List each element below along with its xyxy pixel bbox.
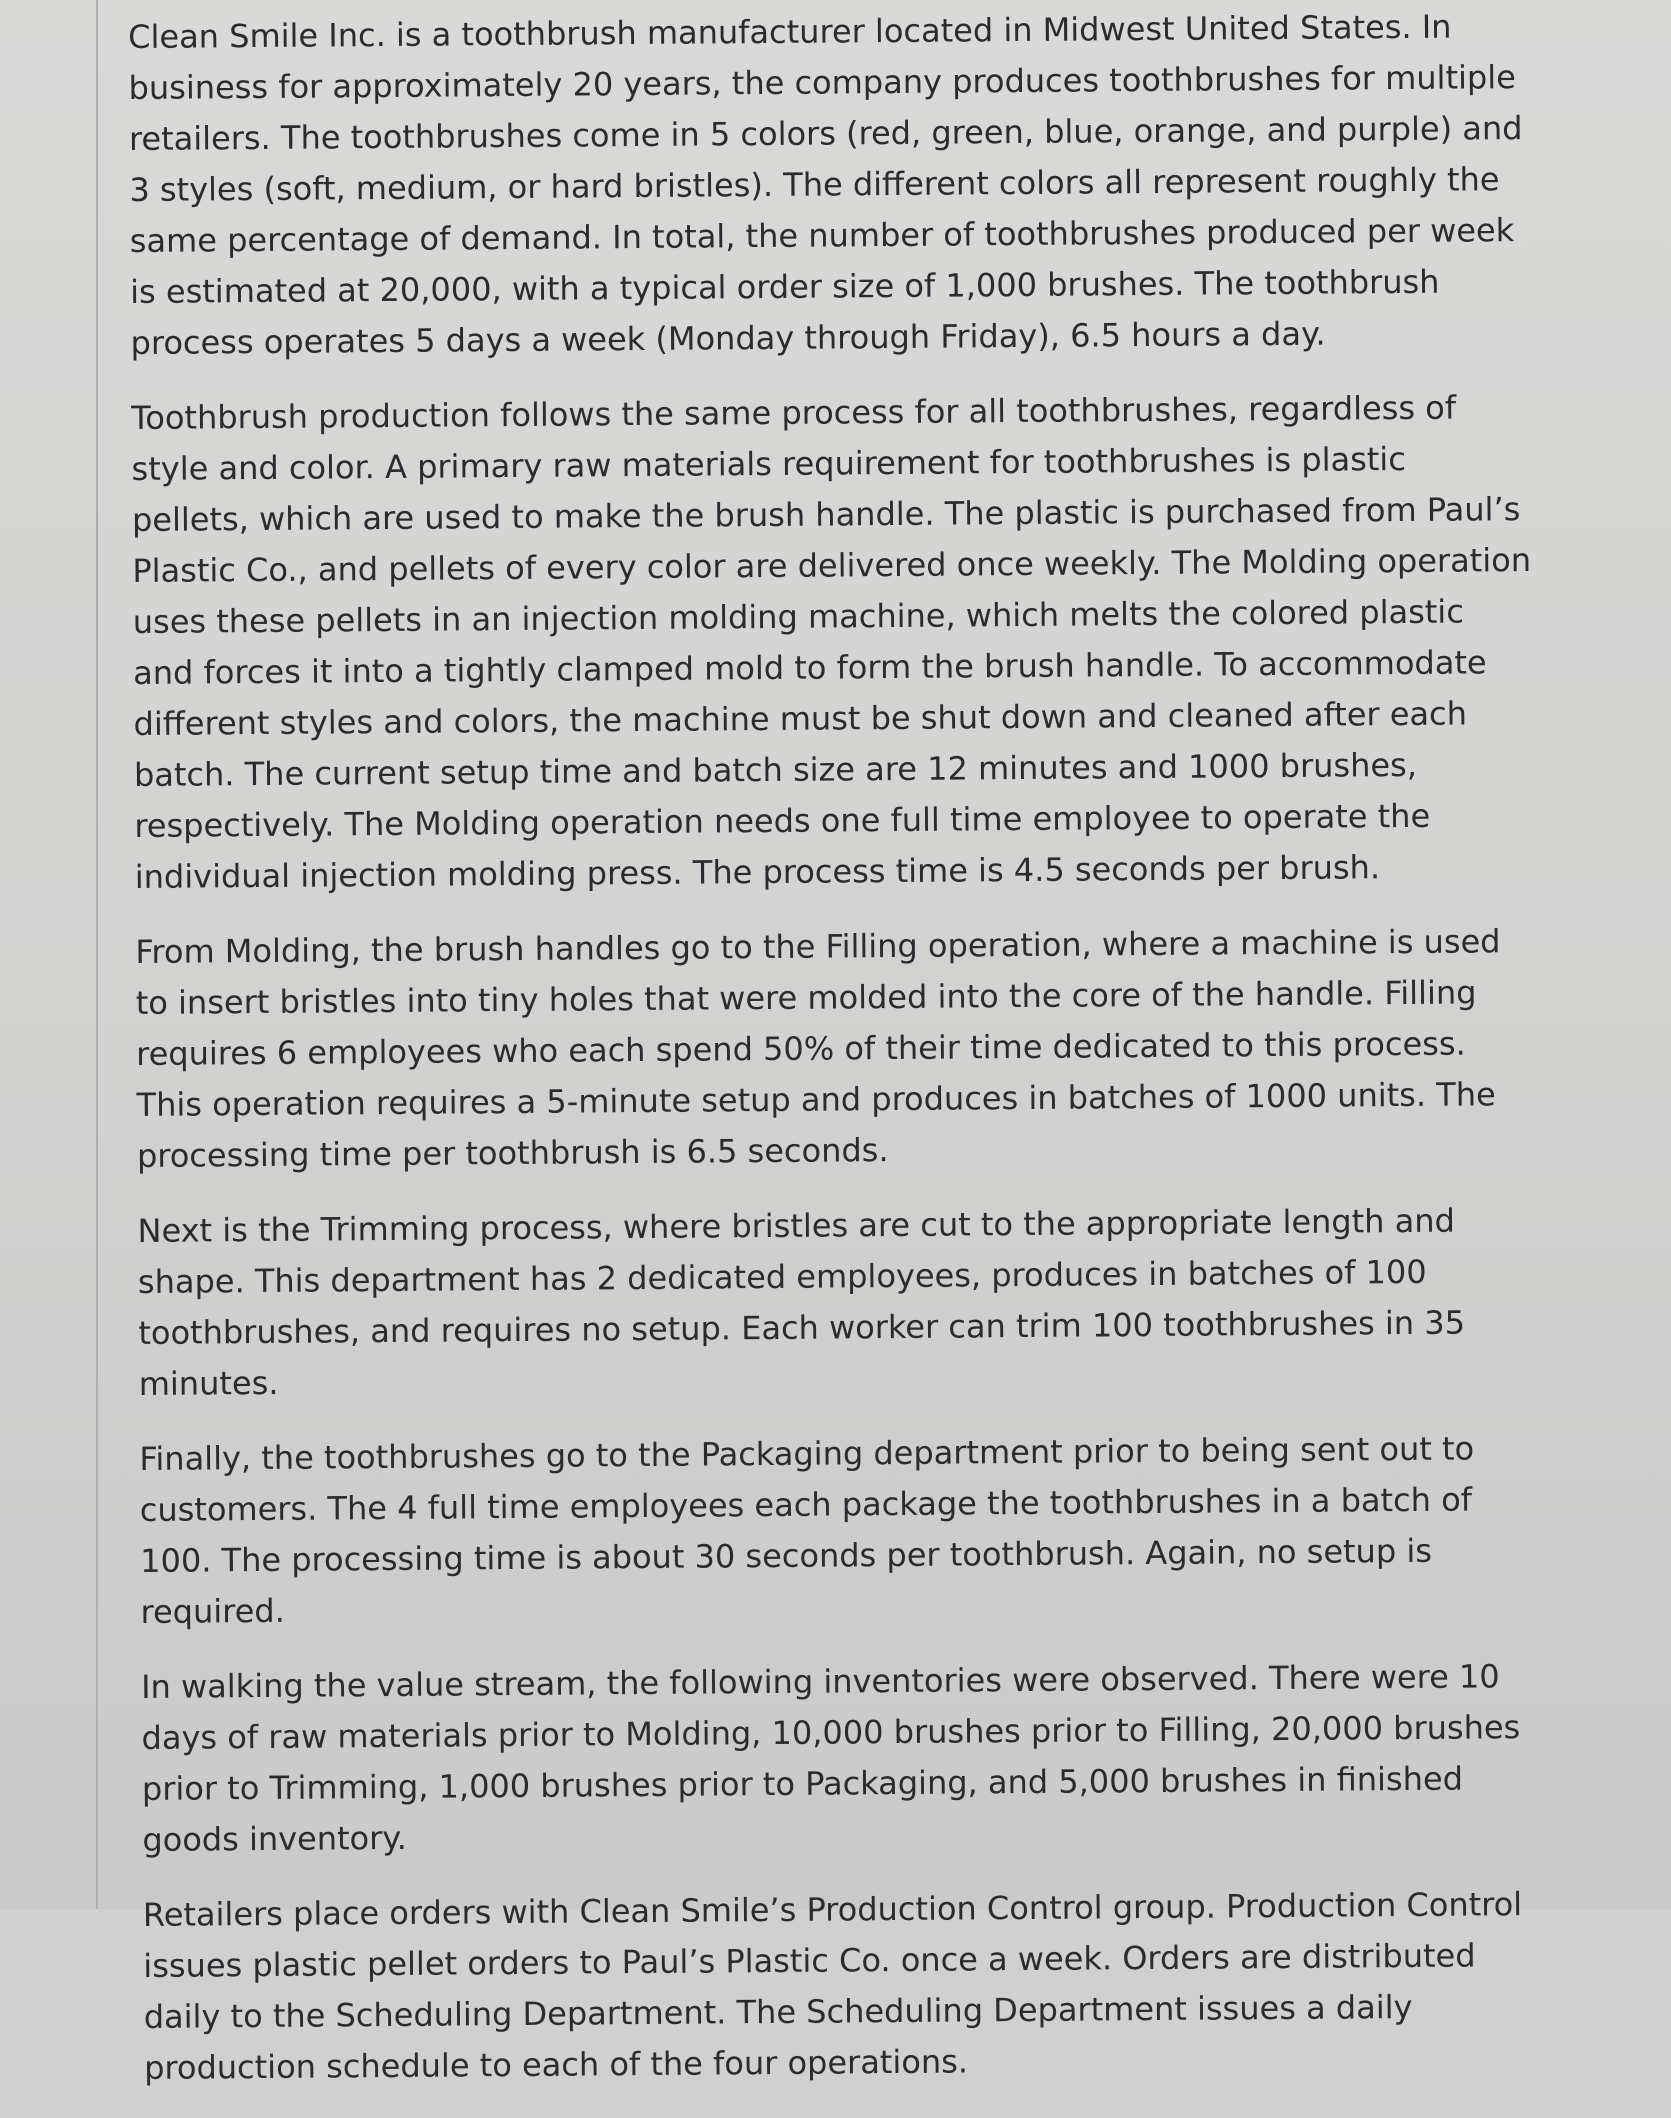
paragraph-inventory-observations: In walking the value stream, the following inventories were observed. There were 10 days of raw materials prior to Molding, 10,000 brushes prior to Filling, 20,000 brushes prior to Trimming, 1,000 brushes prior to Packaging, and 5,000 brushes in finished goods inventory. — [141, 1657, 1521, 1859]
paragraph-filling-process: From Molding, the brush handles go to the Filling operation, where a machine is used to insert bristles into tiny holes that were molded into the core of the handle. Filling requires 6 employees who each spend 50% of their time dedicated to this process. This operation requires a 5-minute setup and produces in batches of 1000 units. The processing time per toothbrush is 6.5 seconds. — [135, 922, 1501, 1175]
paragraph-packaging-process: Finally, the toothbrushes go to the Packaging department prior to being sent out to customers. The 4 full time employees each package the toothbrushes in a batch of 100. The processing time is about 30 seconds per toothbrush. Again, no setup is required. — [139, 1429, 1475, 1631]
paragraph-production-control: Retailers place orders with Clean Smile’s Production Control group. Production Control issues plastic pellet orders to Paul’s Plastic Co. once a week. Orders are distributed daily to the Scheduling Department. The Scheduling Department issues a daily production schedule to each of the four operations. — [142, 1885, 1523, 2087]
case-study-document — [128, 1, 1544, 2118]
paragraph-molding-process: Toothbrush production follows the same process for all toothbrushes, regardless of style and color. A primary raw materials requirement for toothbrushes is plastic pellets, which are used to make the brush handle. The plastic is purchased from Paul’s Plastic Co., and pellets of every color are delivered once weekly. The Molding operation uses these pellets in an injection molding machine, which melts the colored plastic and forces it into a tightly clamped mold to form the brush handle. To accommodate different styles and colors, the machine must be shut down and cleaned after each batch. The current setup time and batch size are 12 minutes and 1000 brushes, respectively. The Molding operation needs one full time employee to operate the individual injection molding press. The process time is 4.5 seconds per brush. — [131, 388, 1532, 896]
paragraph-trimming-process: Next is the Trimming process, where bristles are cut to the appropriate length and shape. This department has 2 dedicated employees, produces in batches of 100 toothbrushes, and requires no setup. Each worker can trim 100 toothbrushes in 35 minutes. — [137, 1201, 1466, 1403]
page-left-edge — [96, 0, 98, 1909]
paragraph-company-overview: Clean Smile Inc. is a toothbrush manufacturer located in Midwest United States. In business for approximately 20 years, the company produces toothbrushes for multiple retailers. The toothbrushes come in 5 colors (red, green, blue, orange, and purple) and 3 styles (soft, medium, or hard bristles). The different colors all represent roughly the same percentage of demand. In total, the number of toothbrushes produced per week is estimated at 20,000, with a typical order size of 1,000 brushes. The toothbrush process operates 5 days a week (Monday through Friday), 6.5 hours a day. — [128, 7, 1523, 362]
